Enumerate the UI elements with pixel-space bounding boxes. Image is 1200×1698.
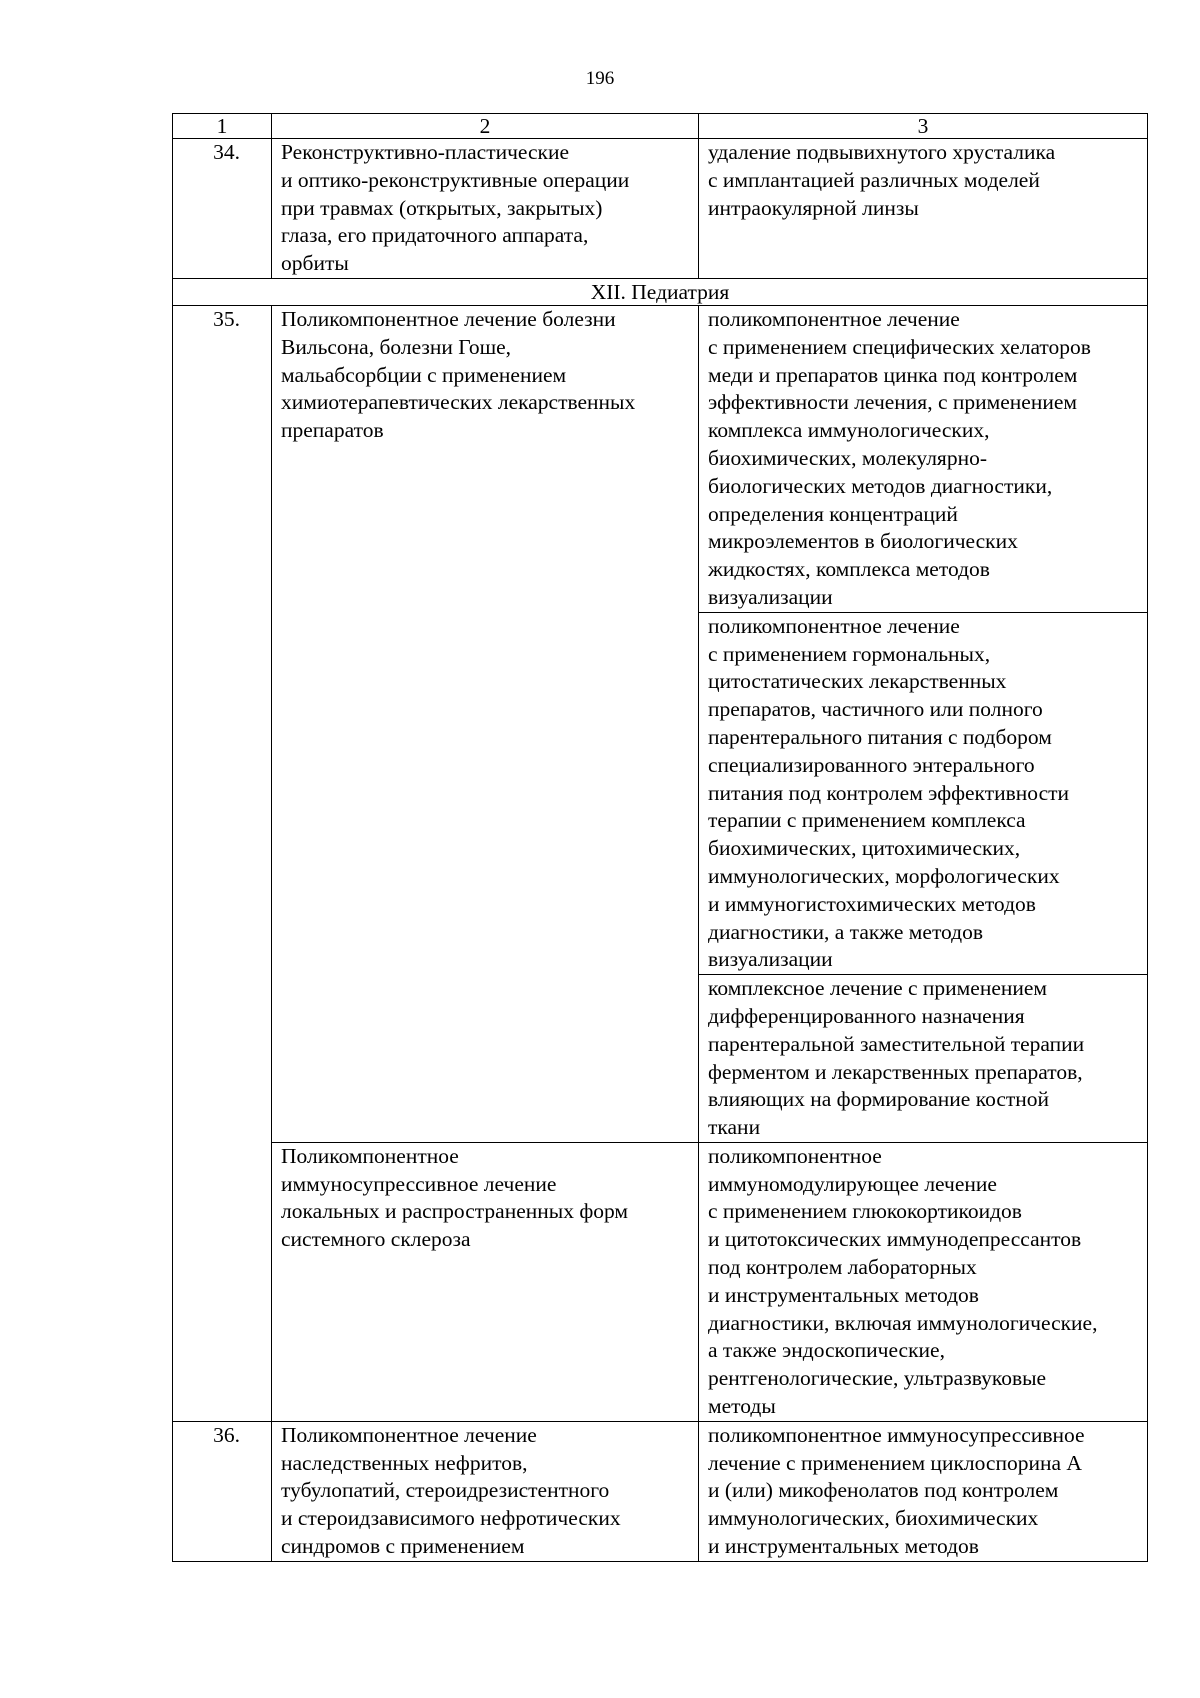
section-title: XII. Педиатрия [173,278,1148,305]
header-col-1: 1 [173,114,272,139]
treatment-method: поликомпонентное лечение с применением специфических хелаторов меди и препаратов цинка под контролем эффективности лечения, с применением комплекса иммунологических, биохимических, молекулярно- биологических методов диагностики, определения концентраций микроэлементов в биологических жидкостях, комплекса методов визуализации [699,305,1148,612]
row-number: 36. [173,1421,272,1561]
treatment-method: поликомпонентное лечение с применением гормональных, цитостатических лекарственных препаратов, частичного или полного парентерального питания с подбором специализированного энтерального питания под контролем эффективности терапии с применением комплекса биохимических, цитохимических, иммунологических, морфологических и иммуногистохимических методов диагностики, а также методов визуализации [699,612,1148,974]
treatment-method: комплексное лечение с применением дифференцированного назначения парентеральной заместительной терапии ферментом и лекарственных препаратов, влияющих на формирование костной ткани [699,975,1148,1143]
row-number: 35. [173,305,272,1421]
header-col-3: 3 [699,114,1148,139]
header-col-2: 2 [272,114,699,139]
treatment-name: Поликомпонентное лечение болезни Вильсона, болезни Гоше, мальабсорбции с применением химиотерапевтических лекарственных препаратов [272,305,699,1142]
table-row-36 [173,1421,1148,1561]
treatment-method: поликомпонентное иммуномодулирующее лечение с применением глюкокортикоидов и цитотоксических иммунодепрессантов под контролем лабораторных и инструментальных методов диагностики, включая иммунологические, а также эндоскопические, рентгенологические, ультразвуковые методы [699,1142,1148,1421]
table-row-35-b [173,1142,1148,1421]
table-row-34 [173,139,1148,279]
treatment-table [172,113,1148,1562]
table-row-35-a1 [173,305,1148,612]
treatment-method: удаление подвывихнутого хрусталика с имплантацией различных моделей интраокулярной линзы [699,139,1148,279]
section-row [173,278,1148,305]
treatment-name: Поликомпонентное иммуносупрессивное лечение локальных и распространенных форм системного склероза [272,1142,699,1421]
row-number: 34. [173,139,272,279]
page-number: 196 [585,68,615,89]
table-header-row [173,114,1148,139]
treatment-method: поликомпонентное иммуносупрессивное лечение с применением циклоспорина А и (или) микофенолатов под контролем иммунологических, биохимических и инструментальных методов [699,1421,1148,1561]
treatment-name: Поликомпонентное лечение наследственных нефритов, тубулопатий, стероидрезистентного и стероидзависимого нефротических синдромов с применением [272,1421,699,1561]
treatment-name: Реконструктивно-пластические и оптико-реконструктивные операции при травмах (открытых, закрытых) глаза, его придаточного аппарата, орбиты [272,139,699,279]
